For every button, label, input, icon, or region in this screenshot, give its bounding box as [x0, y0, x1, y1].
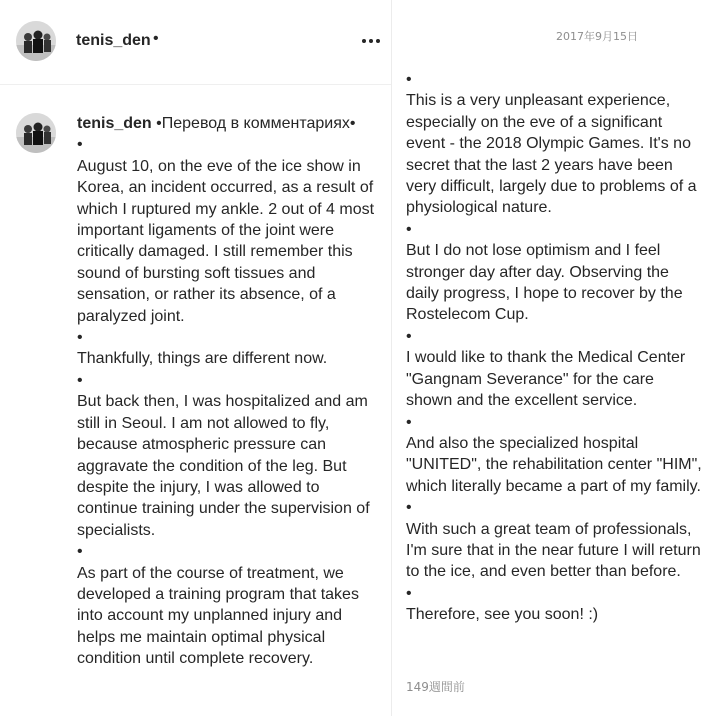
- time-ago: 149週間前: [406, 680, 465, 694]
- comment-paragraph: •: [77, 329, 83, 347]
- post-date: 2017年9月15日: [556, 30, 638, 43]
- comment-paragraph: As part of the course of treatment, we developed a training program that takes into account my unplanned injury and helps me maintain optimal physical condition until complete recovery.: [77, 564, 359, 668]
- comment-paragraph: •: [406, 220, 412, 238]
- comment-paragraph: •: [406, 327, 412, 345]
- comment-paragraph: •: [406, 499, 412, 517]
- comment-continuation: [406, 69, 702, 626]
- comment-paragraph: •: [77, 136, 83, 154]
- avatar-image-icon: [16, 21, 56, 61]
- comment-first-line: [77, 113, 377, 134]
- comment-paragraph: •: [77, 543, 83, 561]
- comment-paragraph: •: [406, 71, 412, 88]
- comment-paragraph: •: [406, 584, 412, 602]
- comment-paragraph: But back then, I was hospitalized and am still in Seoul. I am not allowed to fly, because atmospheric pressure can aggravate the condition of the leg. But despite the injury, I was allowed to continue training under the supervision of specialists.: [77, 393, 370, 539]
- comment-paragraph: With such a great team of professionals, I'm sure that in the near future I will return to the ice, and even better than before.: [406, 520, 701, 581]
- comment-paragraph: This is a very unpleasant experience, especially on the eve of a significant event - the 2018 Olympic Games. It's no secret that the last 2 years have been very difficult, largely due to problems of a physiological nature.: [406, 92, 697, 217]
- avatar-image-icon: [16, 113, 56, 153]
- comment-paragraph: •: [77, 371, 83, 389]
- comment-paragraph: Thankfully, things are different now.: [77, 350, 328, 368]
- comment-paragraph: August 10, on the eve of the ice show in Korea, an incident occurred, as a result of which I ruptured my ankle. 2 out of 4 most important ligaments of the joint were critically damaged. I still remember this sound of bursting soft tissues and sensation, or rather its absence, of a paralyzed joint.: [77, 157, 375, 325]
- comment-paragraph: I would like to thank the Medical Center "Gangnam Severance" for the care shown and the excellent service.: [406, 349, 686, 410]
- header-avatar[interactable]: [16, 21, 56, 61]
- comment-paragraph: But I do not lose optimism and I feel stronger day after day. Observing the daily progress, I hope to recover by the Rostelecom Cup.: [406, 242, 683, 324]
- header-separator: •: [153, 30, 159, 47]
- comment-username[interactable]: tenis_den: [77, 115, 152, 132]
- post-right-panel: [392, 0, 710, 716]
- comment-body: [77, 113, 377, 670]
- comment-avatar[interactable]: [16, 113, 56, 153]
- header-username[interactable]: tenis_den: [76, 32, 151, 49]
- post-header: [0, 0, 391, 85]
- comment-paragraph: And also the specialized hospital "UNITED", the rehabilitation center "HIM", which literally became a part of my family.: [406, 434, 702, 495]
- more-options-icon[interactable]: [360, 31, 382, 51]
- comment-paragraph: Therefore, see you soon! :): [406, 606, 599, 624]
- comment-intro: •Перевод в комментариях•: [156, 115, 356, 132]
- comment-paragraph: •: [406, 413, 412, 431]
